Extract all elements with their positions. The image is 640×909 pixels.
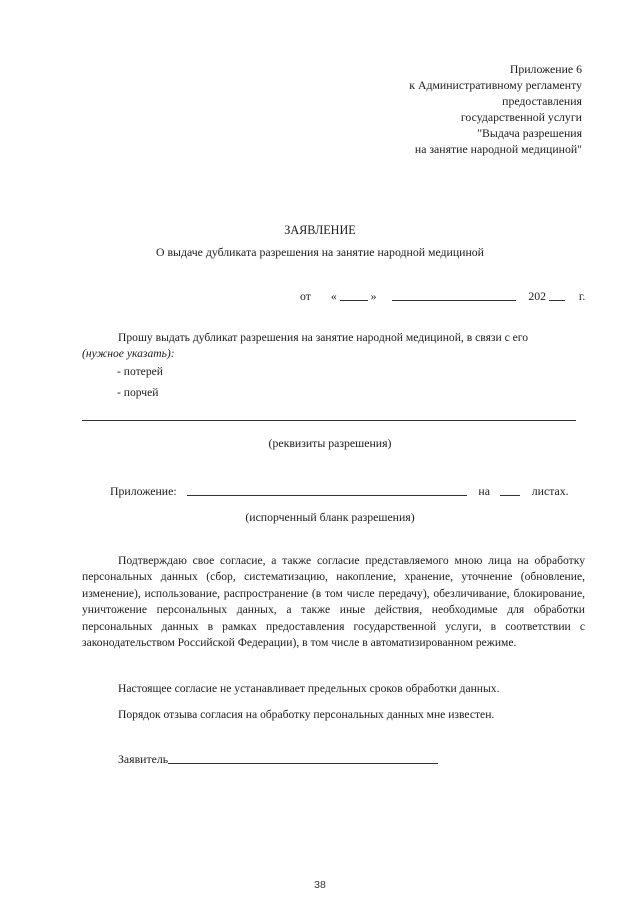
attachment-blank[interactable] — [187, 495, 467, 496]
consent-paragraph-3: Порядок отзыва согласия на обработку персональных данных мне известен. — [118, 708, 495, 721]
appendix-header — [409, 62, 582, 158]
date-from-label: от — [300, 289, 311, 303]
appendix-regulation: к Административному регламенту — [409, 77, 582, 92]
appendix-service-name-2: на занятие народной медициной" — [414, 141, 582, 156]
appendix-number: Приложение 6 — [509, 62, 582, 76]
month-blank[interactable] — [392, 300, 516, 301]
day-blank[interactable] — [340, 300, 368, 301]
year-blank[interactable] — [549, 300, 565, 301]
consent-paragraph-2: Настоящее согласие не устанавливает предельных сроков обработки данных. — [118, 682, 500, 695]
consent-paragraph-1: Подтверждаю свое согласие, а также согласие представляемого мною лица на обработку персональных данных (сбор, систематизацию, накопление, хранение, уточнение (обновление, изменение), использование, распространение (в том числе передачу), обезличивание, блокирование, уничтожение персональных данных, а также иные действия, необходимые для обработки персональных данных в рамках предоставления государственной услуги, в соответствии с законодательством Российской Федерации), в том числе в автоматизированном режиме. — [82, 554, 585, 650]
attachment-sheets: листах. — [531, 484, 569, 498]
applicant-label: Заявитель — [118, 752, 169, 766]
attachment-caption: (испорченный бланк разрешения) — [245, 510, 415, 524]
document-title: ЗАЯВЛЕНИЕ — [284, 223, 356, 237]
page-number: 38 — [314, 879, 326, 891]
permit-details-caption: (реквизиты разрешения) — [268, 436, 392, 450]
applicant-row — [118, 751, 438, 768]
permit-details-line[interactable] — [82, 420, 576, 421]
applicant-signature-blank[interactable] — [168, 763, 438, 764]
appendix-service-name-1: "Выдача разрешения — [477, 125, 582, 140]
attachment-row — [110, 483, 569, 500]
attachment-on: на — [478, 484, 490, 498]
request-text: Прошу выдать дубликат разрешения на занятие народной медициной, в связи с его — [118, 331, 529, 344]
date-row — [300, 288, 590, 305]
appendix-service: государственной услуги — [460, 109, 582, 124]
year-prefix: 202 — [528, 289, 547, 303]
sheets-count-blank[interactable] — [500, 495, 520, 496]
attachment-label: Приложение: — [110, 484, 177, 498]
date-quote-close: » — [370, 289, 377, 303]
appendix-provision: предоставления — [502, 93, 582, 108]
request-note: (нужное указать): — [82, 347, 175, 360]
date-quote-open: « — [330, 289, 337, 303]
option-loss: - потерей — [117, 365, 163, 378]
document-subtitle: О выдаче дубликата разрешения на занятие народной медициной — [155, 245, 484, 259]
year-suffix: г. — [578, 289, 586, 303]
option-damage: - порчей — [117, 386, 159, 399]
